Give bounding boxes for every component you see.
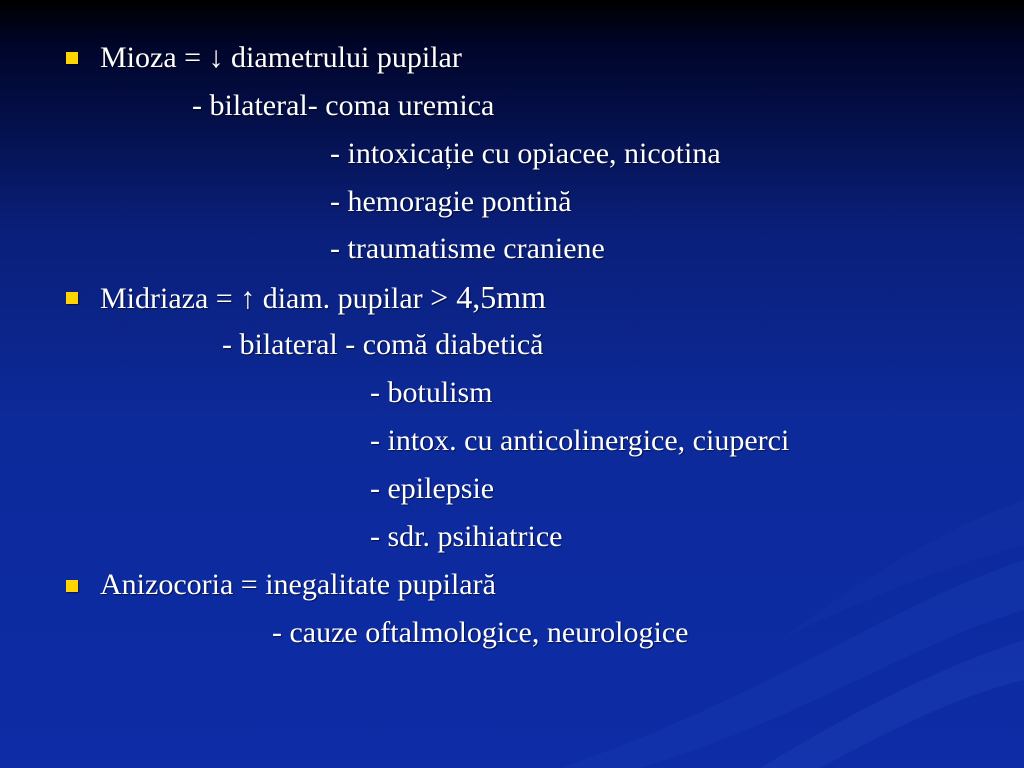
heading-text: Midriaza = ↑ diam. pupilar xyxy=(100,282,431,315)
sub-item: - bilateral - comă diabetică xyxy=(222,328,544,361)
sub-item: - intox. cu anticolinergice, ciuperci xyxy=(370,424,790,457)
bullet-heading-anizocoria: Anizocoria = inegalitate pupilară xyxy=(100,568,496,601)
sub-item: - intoxicație cu opiacee, nicotina xyxy=(330,137,721,170)
sub-item: - bilateral- coma uremica xyxy=(192,89,495,122)
bullet-icon xyxy=(66,580,78,592)
heading-threshold: > 4,5mm xyxy=(430,279,546,315)
sub-item: - sdr. psihiatrice xyxy=(370,520,563,553)
bullet-heading-mioza: Mioza = ↓ diametrului pupilar xyxy=(100,41,462,74)
bullet-icon xyxy=(66,52,78,64)
bullet-heading-midriaza xyxy=(100,279,546,317)
sub-item: - epilepsie xyxy=(370,472,495,505)
sub-item: - traumatisme craniene xyxy=(330,232,605,265)
sub-item: - botulism xyxy=(370,376,493,409)
sub-item: - cauze oftalmologice, neurologice xyxy=(272,616,689,649)
sub-item: - hemoragie pontină xyxy=(330,185,572,218)
bullet-icon xyxy=(66,292,78,304)
